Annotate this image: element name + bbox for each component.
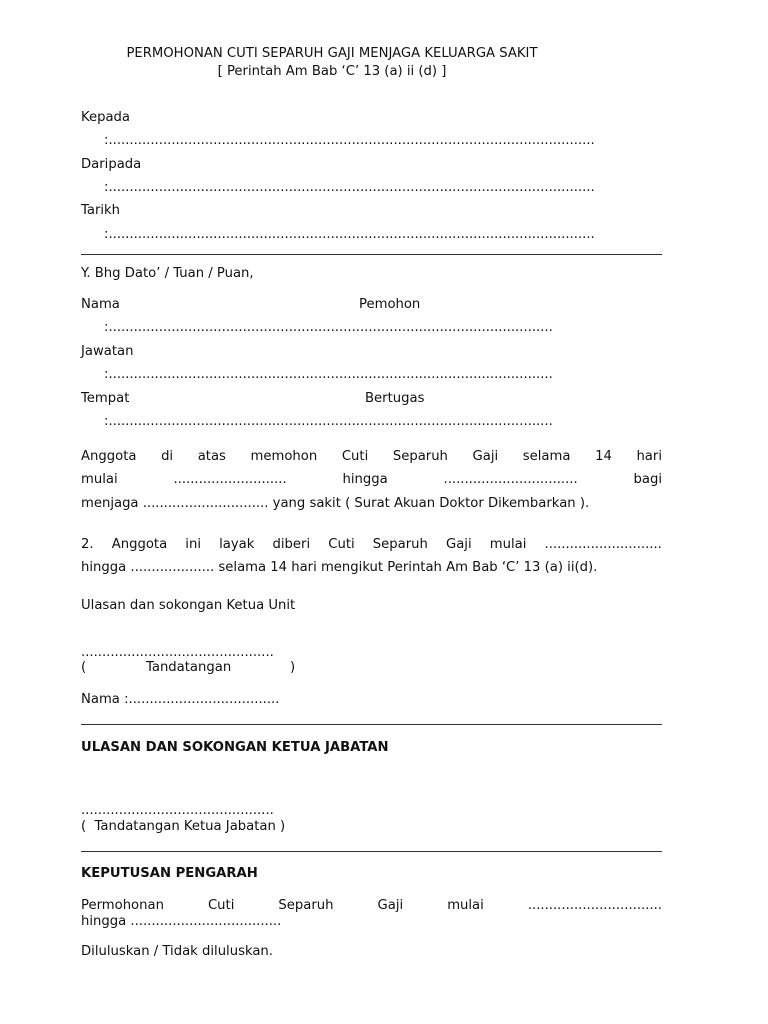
form-subtitle: [ Perintah Am Bab ‘C’ 13 (a) ii (d) ] (217, 64, 447, 79)
para2-word: Anggota (111, 537, 168, 552)
para2-word: diberi (272, 537, 311, 552)
para1-word: selama (522, 449, 571, 464)
director-word: mulai (447, 898, 484, 913)
para2-word: Cuti (328, 537, 355, 552)
para1-word: di (161, 449, 174, 464)
para2-line1 (81, 537, 662, 553)
department-heading: ULASAN DAN SOKONGAN KETUA JABATAN (81, 740, 389, 755)
kepada-line: :.................................................................................................................... (104, 133, 595, 148)
director-word: ................................ (527, 898, 662, 913)
para2-word: layak (219, 537, 255, 552)
jawatan-line: :.......................................................................................................... (104, 367, 553, 382)
director-word: Cuti (207, 898, 235, 913)
pemohon-label: Pemohon (359, 297, 421, 312)
para1-word: Anggota (81, 449, 137, 464)
para2-word: ini (185, 537, 201, 552)
para2-word: Separuh (372, 537, 428, 552)
para1-word: hingga (342, 472, 388, 487)
bertugas-label: Bertugas (365, 391, 425, 406)
para2-word: mulai (489, 537, 527, 552)
salutation: Y. Bhg Dato’ / Tuan / Puan, (81, 266, 254, 281)
para1-line3: menjaga .............................. yang sakit ( Surat Akuan Doktor Dikembarkan ). (81, 496, 590, 511)
divider-1 (81, 254, 662, 255)
director-line1 (81, 898, 662, 914)
department-sign-label: ( Tandatangan Ketua Jabatan ) (81, 819, 286, 834)
para2-word: ............................ (544, 537, 662, 552)
unit-sign-open: ( (81, 660, 87, 675)
department-sign-line: .............................................. (81, 803, 274, 818)
tarikh-line: :.................................................................................................................... (104, 227, 595, 242)
tempat-label: Tempat (81, 391, 130, 406)
jawatan-label: Jawatan (81, 344, 134, 359)
daripada-label: Daripada (81, 157, 142, 172)
para1-word: mulai (81, 472, 118, 487)
para1-line2 (81, 472, 662, 488)
para1-word: atas (197, 449, 226, 464)
para1-word: hari (636, 449, 662, 464)
nama-line: :.......................................................................................................... (104, 320, 553, 335)
para1-word: 14 (595, 449, 612, 464)
para2-number: 2. (81, 537, 94, 552)
para1-word: bagi (633, 472, 662, 487)
daripada-line: :.................................................................................................................... (104, 180, 595, 195)
director-line2: hingga .................................... (81, 914, 282, 929)
unit-nama: Nama :.................................... (81, 692, 280, 707)
director-decision: Diluluskan / Tidak diluluskan. (81, 944, 273, 959)
director-word: Permohonan (81, 898, 164, 913)
director-word: Separuh (278, 898, 334, 913)
para1-word: Cuti (341, 449, 369, 464)
divider-3 (81, 851, 662, 852)
unit-sign-close: ) (290, 660, 296, 675)
unit-sign-label: Tandatangan (146, 660, 232, 675)
director-heading: KEPUTUSAN PENGARAH (81, 866, 258, 881)
para1-word: ................................ (443, 472, 578, 487)
tarikh-label: Tarikh (81, 203, 121, 218)
para1-word: memohon (250, 449, 318, 464)
divider-2 (81, 724, 662, 725)
para2-word: Gaji (445, 537, 472, 552)
kepada-label: Kepada (81, 110, 131, 125)
form-title: PERMOHONAN CUTI SEPARUH GAJI MENJAGA KELUARGA SAKIT (126, 46, 538, 61)
tempat-line: :.......................................................................................................... (104, 414, 553, 429)
nama-label: Nama (81, 297, 120, 312)
para1-line1 (81, 449, 662, 465)
para1-word: Gaji (472, 449, 499, 464)
para1-word: Separuh (392, 449, 448, 464)
unit-sign-line: .............................................. (81, 645, 274, 660)
para1-word: ........................... (173, 472, 287, 487)
director-word: Gaji (377, 898, 404, 913)
unit-heading: Ulasan dan sokongan Ketua Unit (81, 598, 296, 613)
para2-line2: hingga .................... selama 14 hari mengikut Perintah Am Bab ‘C’ 13 (a) ii(d). (81, 560, 598, 575)
